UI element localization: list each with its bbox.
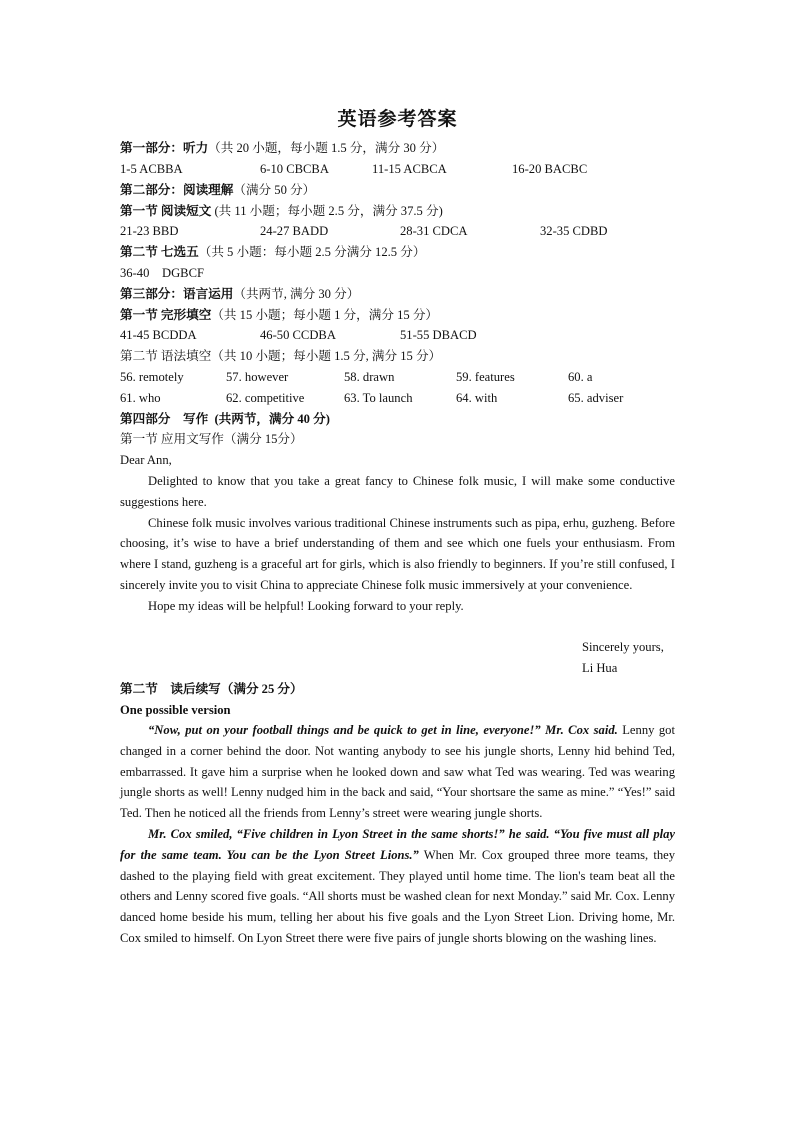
part2-header: [120, 180, 315, 200]
letter-paragraph: Chinese folk music involves various traditional Chinese instruments such as pipa, erhu, guzheng. Before choosing, it’s wise to have a brief understanding of them and see which one fuels your enthusiasm. From where I stand, guzheng is a graceful art for girls, which is also friendly to beginners. If you’re still confused, I sincerely invite you to visit China to appreciate Chinese folk music immersively at your convenience.: [120, 515, 675, 592]
letter-signature: Li Hua: [582, 661, 618, 675]
answer-group: 28-31 CDCA: [400, 224, 468, 238]
part2-sec1-header: [120, 201, 443, 221]
grammar-answer: 64. with: [456, 391, 498, 405]
part3-sec1-answers: [120, 325, 675, 345]
part3-note: （共两节, 满分 30 分）: [233, 287, 360, 301]
part2-heading: 第二部分：阅读理解: [120, 183, 234, 197]
part4-heading: 第四部分 写作 (共两节，满分 40 分): [120, 412, 330, 426]
answer-group: 41-45 BCDDA: [120, 328, 197, 342]
part2-sec2-header: [120, 242, 425, 262]
part2-sec2-note: （共 5 小题：每小题 2.5 分满分 12.5 分）: [198, 245, 426, 259]
part3-sec2-heading: 第二节 语法填空（共 10 小题；每小题 1.5 分, 满分 15 分）: [120, 349, 442, 363]
grammar-answer: 57. however: [226, 370, 289, 384]
answer-group: 24-27 BADD: [260, 224, 329, 238]
letter-paragraph: Delighted to know that you take a great fancy to Chinese folk music, I will make some conductive suggestions here.: [120, 474, 675, 509]
letter-paragraph: Hope my ideas will be helpful! Looking forward to your reply.: [148, 598, 464, 613]
answer-group: 11-15 ACBCA: [372, 162, 447, 176]
grammar-answer: 63. To launch: [344, 391, 413, 405]
grammar-answer: 65. adviser: [568, 391, 624, 405]
grammar-answer: 56. remotely: [120, 370, 184, 384]
grammar-answer: 59. features: [456, 370, 515, 384]
part1-answers: [120, 159, 675, 179]
grammar-answer: 61. who: [120, 391, 161, 405]
part4-sec1-heading: 第一节 应用文写作（满分 15分）: [120, 432, 303, 446]
essay-body-text: When Mr. Cox grouped three more teams, they dashed to the playing field with great excitement. They played until home time. The lion's team beat all the others and Lenny scored five goals. “All shorts must be washed clean for next Monday.” said Mr. Cox. Lenny danced home beside his mum, telling her about his five goals and the Lyon Street Lion. Driving home, Mr. Cox smiled to himself. On Lyon Street there were five pairs of jungle shorts blowing on the washing lines.: [120, 847, 675, 945]
grammar-answer: 60. a: [568, 370, 593, 384]
answer-group: 51-55 DBACD: [400, 328, 477, 342]
part3-sec2-row1: [120, 367, 675, 387]
part1-header: [120, 138, 444, 158]
part2-sec1-heading: 第一节 阅读短文: [120, 204, 212, 218]
grammar-answer: 58. drawn: [344, 370, 395, 384]
part1-note: （共 20 小题，每小题 1.5 分，满分 30 分）: [208, 141, 445, 155]
part3-header: [120, 284, 359, 304]
part3-sec1-note: （共 15 小题；每小题 1 分，满分 15 分）: [211, 308, 438, 322]
answer-group: 21-23 BBD: [120, 224, 179, 238]
essay-body-text: Lenny got changed in a corner behind the door. Not wanting anybody to see his jungle shorts, Lenny hid behind Ted, embarrassed. It gave him a surprise when he looked down and saw what Ted was wearing. Ted was wearing jungle shorts as well! Lenny nudged him in the back and said, “Your shortsare the same as mine.” “Yes!” said Ted. Then he noticed all the friends from Lenny’s street were wearing jungle shorts.: [120, 723, 675, 821]
part1-heading: 第一部分：听力: [120, 141, 209, 155]
answer-group: 6-10 CBCBA: [260, 162, 329, 176]
page-title: 英语参考答案: [337, 109, 458, 130]
essay-lead-sentence: “Now, put on your football things and be quick to get in line, everyone!” Mr. Cox said.: [148, 723, 618, 737]
essay-lead-sentence: Mr. Cox smiled, “Five children in Lyon Street in the same shorts!” he said. “You five must all play for the same team. You can be the Lyon Street Lions.”: [120, 826, 675, 862]
continuation-essay: [120, 720, 675, 949]
part2-sec2-heading: 第二节 七选五: [120, 245, 199, 259]
essay-paragraph: [120, 824, 675, 949]
version-label: One possible version: [120, 703, 231, 717]
answer-group: 32-35 CDBD: [540, 224, 608, 238]
letter-greeting: Dear Ann,: [120, 453, 172, 467]
grammar-answer: 62. competitive: [226, 391, 305, 405]
part2-sec1-note: (共 11 小题；每小题 2.5 分，满分 37.5 分): [211, 204, 443, 218]
part4-sec2-heading: 第二节 读后续写（满分 25 分）: [120, 682, 303, 696]
part3-sec2-row2: [120, 388, 675, 408]
part2-note: （满分 50 分）: [233, 183, 316, 197]
answer-group: 46-50 CCDBA: [260, 328, 336, 342]
part2-sec1-answers: [120, 221, 675, 241]
part3-heading: 第三部分：语言运用: [120, 287, 234, 301]
letter-closing: Sincerely yours,: [582, 640, 664, 654]
part2-sec2-answers: 36-40 DGBCF: [120, 266, 204, 280]
part3-sec1-header: [120, 305, 438, 325]
answer-group: 16-20 BACBC: [512, 162, 588, 176]
letter-body: [120, 471, 675, 617]
answer-group: 1-5 ACBBA: [120, 162, 183, 176]
part3-sec1-heading: 第一节 完形填空: [120, 308, 212, 322]
essay-paragraph: [120, 720, 675, 824]
